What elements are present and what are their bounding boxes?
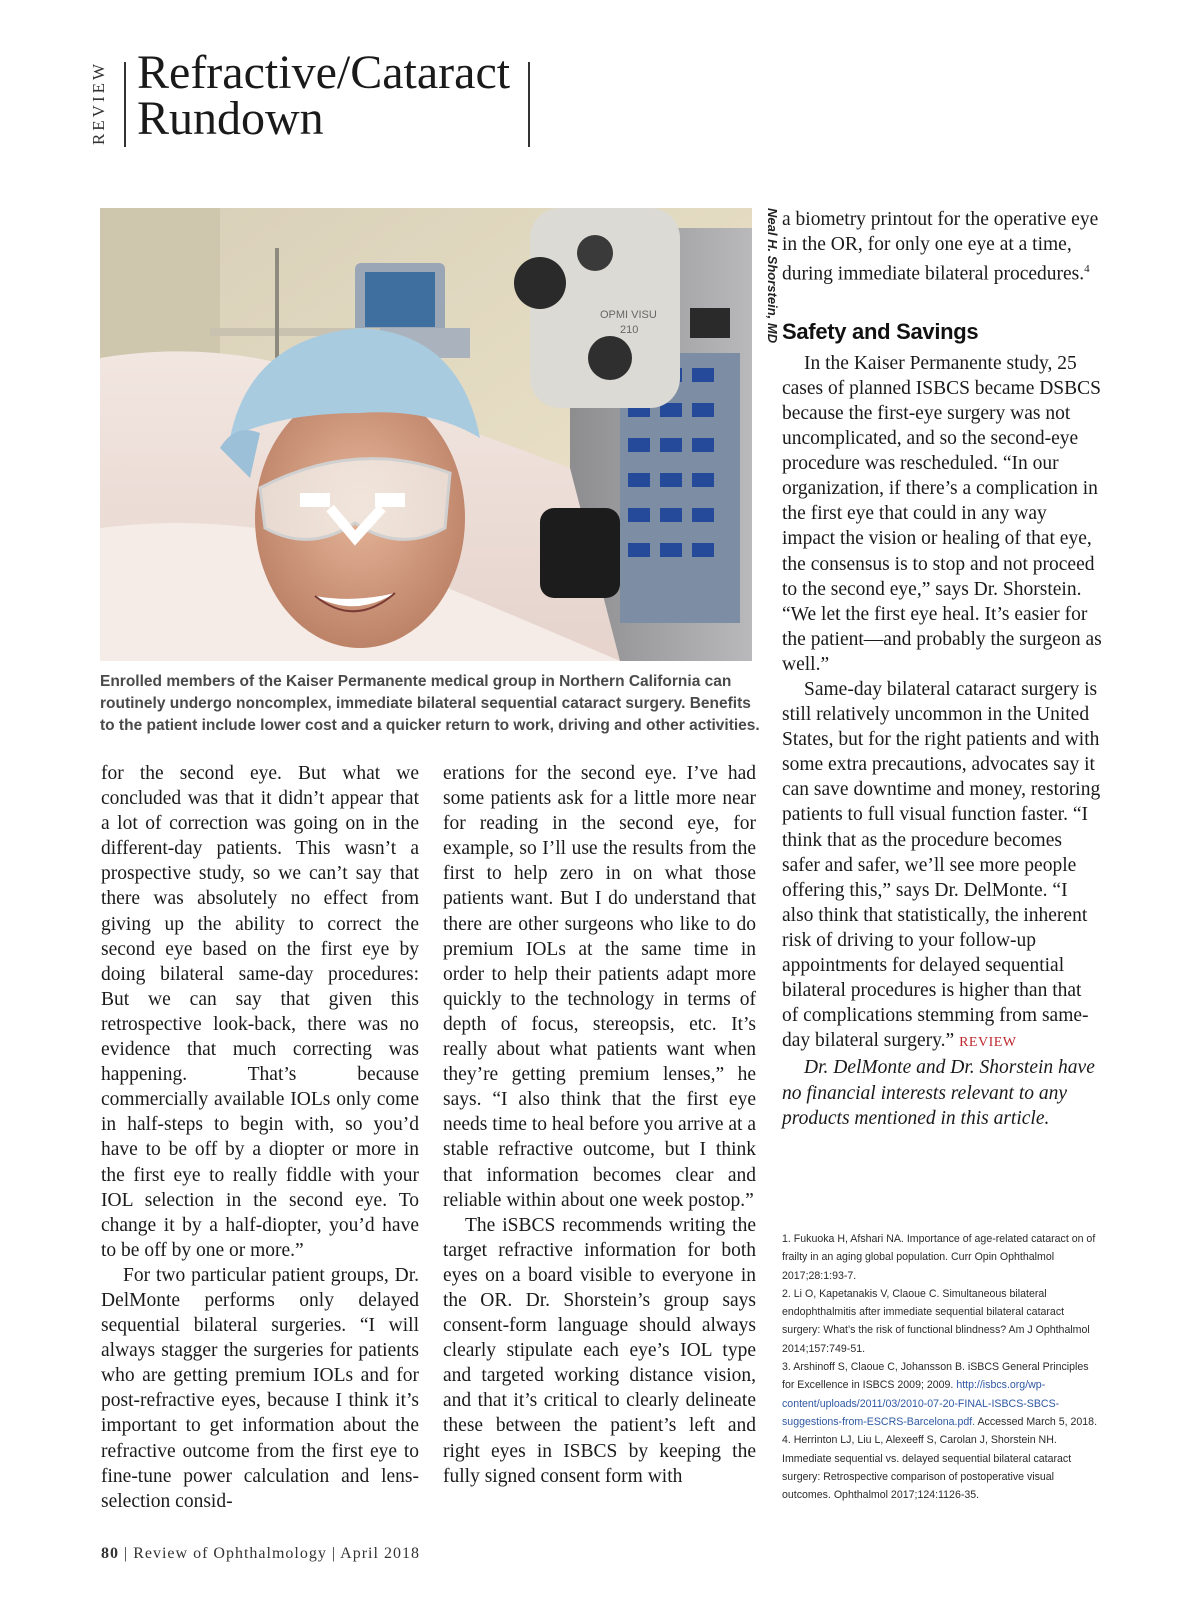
paragraph <box>782 207 1102 287</box>
paragraph: For two particular patient groups, Dr. DelMonte performs only delayed sequential bilateral surgeries. “I will always stagger the surgeries for patients who are getting premium IOLs and for post-refractive eyes, because I think it’s important to get information about the refractive outcome from the first eye to fine-tune power calculation and lens-selection consid- <box>101 1264 419 1512</box>
paragraph: for the second eye. But what we concluded was that it didn’t appear that a lot of correction was going on in the different-day patients. This wasn’t a prospective study, so we can’t say that there was absolutely no effect from giving up the ability to correct the second eye based on the first eye by doing bilateral same-day procedures: But we can say that given this retrospective look-back, there was no evidence that much correcting was happening. That’s because commercially available IOLs only come in half-steps to begin with, so you’d have to be off by a diopter or more in the first eye to really fiddle with your IOL selection in the second eye. To change it by a half-diopter, you’d have to be off by one or more.” <box>101 763 419 1261</box>
header-divider-right <box>528 62 530 147</box>
disclosure-note: Dr. DelMonte and Dr. Shorstein have no financial interests relevant to any products mentioned in this article. <box>782 1057 1095 1129</box>
body-column-3 <box>782 207 1102 1131</box>
paragraph: In the Kaiser Permanente study, 25 cases of planned ISBCS became DSBCS because the first-eye surgery was not uncomplicated, and so the second-eye procedure was rescheduled. “In our organization, if there’s a complication in the first eye that could in any way impact the vision or healing of that eye, the consensus is to stop and not proceed to the second eye,” says Dr. Shorstein. “We let the first eye heal. It’s easier for the patient—and probably the surgeon as well.” <box>782 352 1102 675</box>
reference-tail: Accessed March 5, 2018. <box>975 1415 1098 1428</box>
paragraph: The iSBCS recommends writing the target refractive information for both eyes on a board visible to everyone in the OR. Dr. Shorstein’s group says consent-form language should always clearly stipulate each eye’s IOL type and targeted working distance vision, and that it’s critical to clearly delineate these between the patient’s left and right eyes in ISBCS by keeping the fully signed consent form with <box>443 1214 756 1487</box>
paragraph-text: Same-day bilateral cataract surgery is still relatively uncommon in the United States, but for the right patients and with some extra precautions, advocates say it can save downtime and money, restoring patients to full visual function faster. “I think that as the procedure becomes safer and safer, we’ll see more people offering this,” says Dr. DelMonte. “I also think that statistically, the inherent risk of driving to your follow-up appointments for delayed sequential bilateral procedures is higher than that of complications stemming from same-day bilateral surgery.” <box>782 679 1101 1052</box>
paragraph-text: a biometry printout for the operative eye in the OR, for only one eye at a time, during immediate bilateral procedures. <box>782 209 1099 285</box>
paragraph <box>782 677 1102 1055</box>
reference-item <box>782 1285 1100 1358</box>
title-line-1: Refractive/Cataract <box>137 46 511 99</box>
photo-caption: Enrolled members of the Kaiser Permanente medical group in Northern California can routinely undergo noncomplex, immediate bilateral sequential cataract surgery. Benefits to the patient include lower cost and a quicker return to work, driving and other activities. <box>100 673 760 734</box>
header-divider-left <box>124 62 126 147</box>
reference-text: 4. Herrinton LJ, Liu L, Alexeeff S, Carolan J, Shorstein NH. Immediate sequential vs. delayed sequential bilateral cataract surgery: Retrospective comparison of postoperative visual outcomes. Ophthalmol 2017;124:1126-35. <box>782 1434 1072 1502</box>
photo-credit: Neal H. Shorstein, MD <box>765 208 780 344</box>
issue-date: April 2018 <box>340 1545 420 1562</box>
title-line-2: Rundown <box>137 92 324 145</box>
reference-item <box>782 1230 1100 1285</box>
citation-marker: 4 <box>1084 263 1090 276</box>
page-footer <box>101 1545 420 1563</box>
reference-text: 2. Li O, Kapetanakis V, Claoue C. Simultaneous bilateral endophthalmitis after immediate sequential bilateral cataract surgery: What’s the risk of functional blindness? Am J Ophthalmol 2014;157:749-51. <box>782 1287 1090 1355</box>
body-column-2 <box>443 761 756 1489</box>
body-column-1 <box>101 761 419 1514</box>
reference-item <box>782 1431 1100 1504</box>
page-title <box>137 46 522 145</box>
section-heading: Safety and Savings <box>782 318 979 344</box>
paragraph: erations for the second eye. I’ve had some patients ask for a little more near for reading in the second eye, for example, so I’ll use the results from the first to help zero in on what those patients want. But I do understand that there are other surgeons who like to do premium IOLs at the same time in order to help their patients adapt more quickly to the technology in terms of depth of focus, stereopsis, etc. It’s really about what patients want when they’re getting premium lenses,” he says. “I also think that the first eye needs time to heal before you arrive at a stable refractive outcome, but I think that information becomes clear and reliable within about one week postop.” <box>443 763 756 1211</box>
footer-separator: | <box>124 1545 129 1562</box>
microscope-model: 210 <box>620 324 639 336</box>
microscope-label: OPMI VISU <box>600 309 657 321</box>
end-mark: REVIEW <box>959 1035 1017 1051</box>
section-tag: REVIEW <box>89 60 108 146</box>
reference-item <box>782 1358 1100 1431</box>
reference-text: 3. Arshinoff S, Claoue C, Johansson B. iSBCS General Principles for Excellence in ISBCS 2009; 2009. <box>782 1361 1089 1392</box>
references-list <box>782 1230 1100 1504</box>
reference-text: 1. Fukuoka H, Afshari NA. Importance of age-related cataract on of frailty in an aging global population. Curr Opin Ophthalmol 2017;28:1:93-7. <box>782 1233 1096 1282</box>
article-photo <box>100 208 752 661</box>
reference-link[interactable]: http://isbcs.org/wp-content/uploads/2011/03/2010-07-20-FINAL-ISBCS-SBCS-suggestions-from-ESCRS-Barcelona.pdf. <box>782 1379 1060 1428</box>
publication-name: Review of Ophthalmology <box>133 1545 327 1562</box>
footer-separator: | <box>331 1545 337 1562</box>
page-number: 80 <box>101 1545 119 1562</box>
